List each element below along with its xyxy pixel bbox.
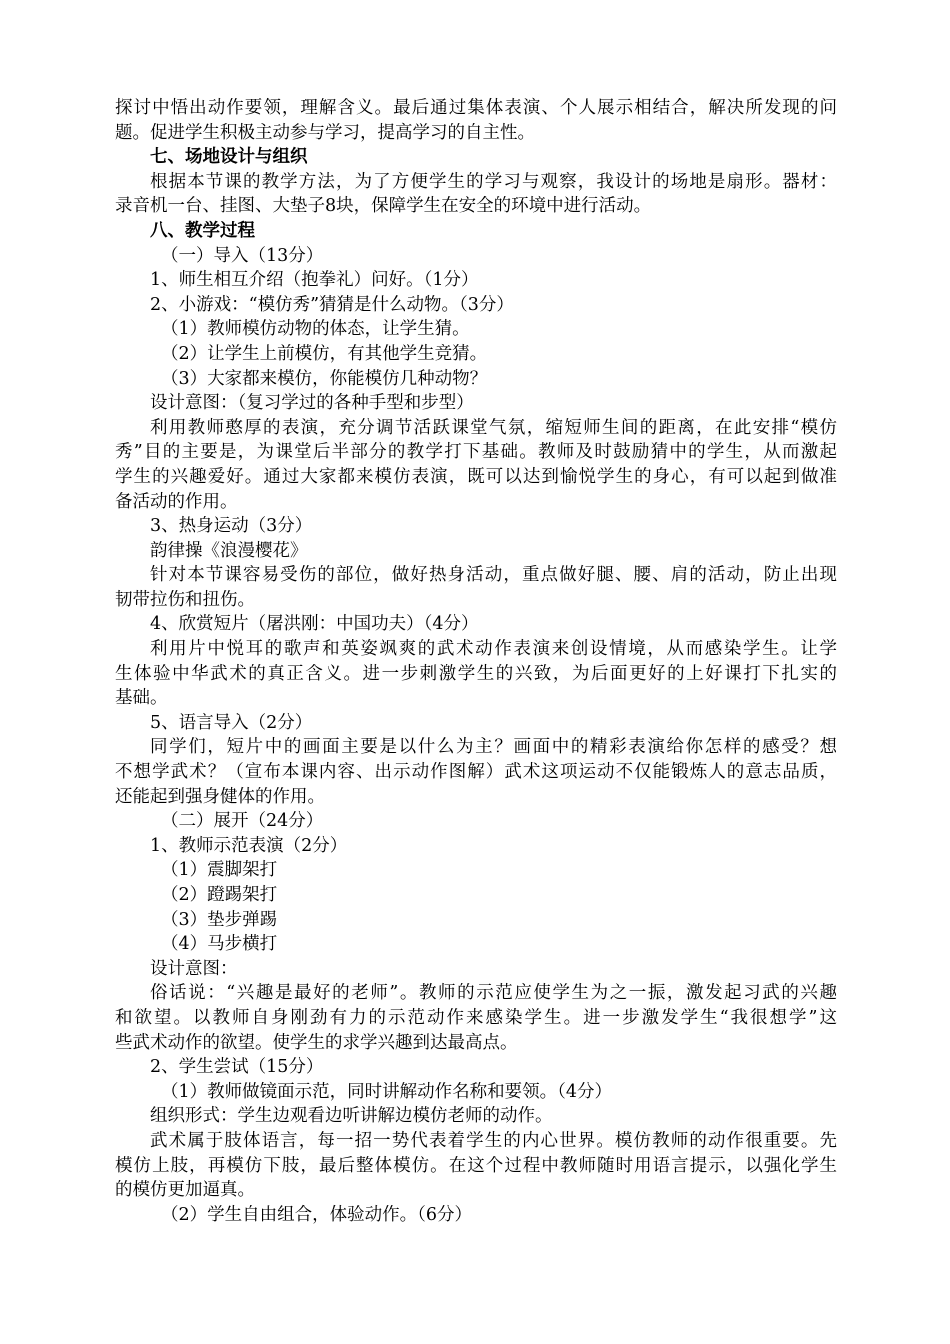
- text-line: 韵律操《浪漫樱花》: [150, 540, 308, 561]
- text-line: （1）教师模仿动物的体态，让学生猜。: [161, 319, 470, 340]
- text-line: 武术属于肢体语言，每一招一势代表着学生的内心世界。模仿教师的动作很重要。先: [150, 1130, 837, 1151]
- text-line: 备活动的作用。: [115, 491, 238, 512]
- text-line: 设计意图：（复习学过的各种手型和步型）: [150, 393, 474, 414]
- text-line: 录音机一台、挂图、大垫子8块，保障学生在安全的环境中进行活动。: [115, 196, 652, 217]
- text-line: 的模仿更加逼真。: [115, 1180, 255, 1201]
- text-line: （2）让学生上前模仿，有其他学生竞猜。: [161, 343, 488, 364]
- text-line: 针对本节课容易受伤的部位，做好热身活动，重点做好腿、腰、肩的活动，防止出现: [150, 565, 837, 586]
- section-heading: 七、场地设计与组织: [150, 147, 308, 168]
- text-line: （1）教师做镜面示范，同时讲解动作名称和要领。（4分）: [161, 1081, 613, 1102]
- document-body: [115, 96, 837, 1227]
- text-line: 秀”目的主要是，为课堂后半部分的教学打下基础。教师及时鼓励猜中的学生，从而激起: [115, 442, 837, 463]
- text-line: 还能起到强身健体的作用。: [115, 786, 325, 807]
- text-line: 利用片中悦耳的歌声和英姿飒爽的武术动作表演来创设情境，从而感染学生。让学: [150, 639, 837, 660]
- text-line: 学生的兴趣爱好。通过大家都来模仿表演，既可以达到愉悦学生的身心，有可以起到做准: [115, 466, 837, 487]
- text-line: 3、热身运动（3分）: [150, 516, 313, 537]
- text-line: 和欲望。以教师自身刚劲有力的示范动作来感染学生。进一步激发学生“我很想学”这: [115, 1007, 837, 1028]
- text-line: 2、学生尝试（15分）: [150, 1057, 324, 1078]
- text-line: 些武术动作的欲望。使学生的求学兴趣到达最高点。: [115, 1032, 518, 1053]
- text-line: 题。促进学生积极主动参与学习，提高学习的自主性。: [115, 122, 535, 143]
- text-line: （2）蹬踢架打: [161, 885, 278, 905]
- section-heading: 八、教学过程: [150, 220, 255, 241]
- text-line: 1、师生相互介绍（抱拳礼）问好。（1分）: [150, 270, 479, 291]
- text-line: 韧带拉伤和扭伤。: [115, 589, 255, 610]
- subsection-heading: （二）展开（24分）: [161, 811, 324, 832]
- text-line: （1）震脚架打: [161, 860, 278, 881]
- text-line: （3）垫步弹踢: [161, 909, 278, 930]
- text-line: 俗话说：“兴趣是最好的老师”。教师的示范应使学生为之一振，激发起习武的兴趣: [150, 983, 837, 1004]
- text-line: （4）马步横打: [161, 934, 278, 955]
- text-line: 2、小游戏：“模仿秀”猜猜是什么动物。（3分）: [150, 294, 514, 315]
- text-line: 生体验中华武术的真正含义。进一步刺激学生的兴致，为后面更好的上好课打下扎实的: [115, 663, 837, 684]
- text-line: 模仿上肢，再模仿下肢，最后整体模仿。在这个过程中教师随时用语言提示，以强化学生: [115, 1155, 837, 1176]
- text-line: 利用教师憨厚的表演，充分调节活跃课堂气氛，缩短师生间的距离，在此安排“模仿: [150, 417, 837, 438]
- text-line: 根据本节课的教学方法，为了方便学生的学习与观察，我设计的场地是扇形。器材：: [150, 171, 837, 192]
- subsection-heading: （一）导入（13分）: [161, 245, 324, 266]
- text-line: 4、欣赏短片（屠洪刚：中国功夫）（4分）: [150, 614, 479, 635]
- text-line: 5、语言导入（2分）: [150, 712, 313, 733]
- text-line: 探讨中悟出动作要领，理解含义。最后通过集体表演、个人展示相结合，解决所发现的问: [115, 98, 837, 118]
- text-line: 基础。: [115, 688, 168, 709]
- text-line: （2）学生自由组合，体验动作。（6分）: [161, 1204, 473, 1225]
- text-line: 设计意图：: [150, 958, 238, 979]
- text-line: 组织形式：学生边观看边听讲解边模仿老师的动作。: [150, 1106, 553, 1127]
- text-line: 不想学武术？（宣布本课内容、出示动作图解）武术这项运动不仅能锻炼人的意志品质，: [115, 762, 837, 783]
- text-line: 同学们，短片中的画面主要是以什么为主？画面中的精彩表演给你怎样的感受？想: [150, 737, 837, 758]
- text-line: 1、教师示范表演（2分）: [150, 835, 348, 856]
- text-line: （3）大家都来模仿，你能模仿几种动物？: [161, 368, 488, 389]
